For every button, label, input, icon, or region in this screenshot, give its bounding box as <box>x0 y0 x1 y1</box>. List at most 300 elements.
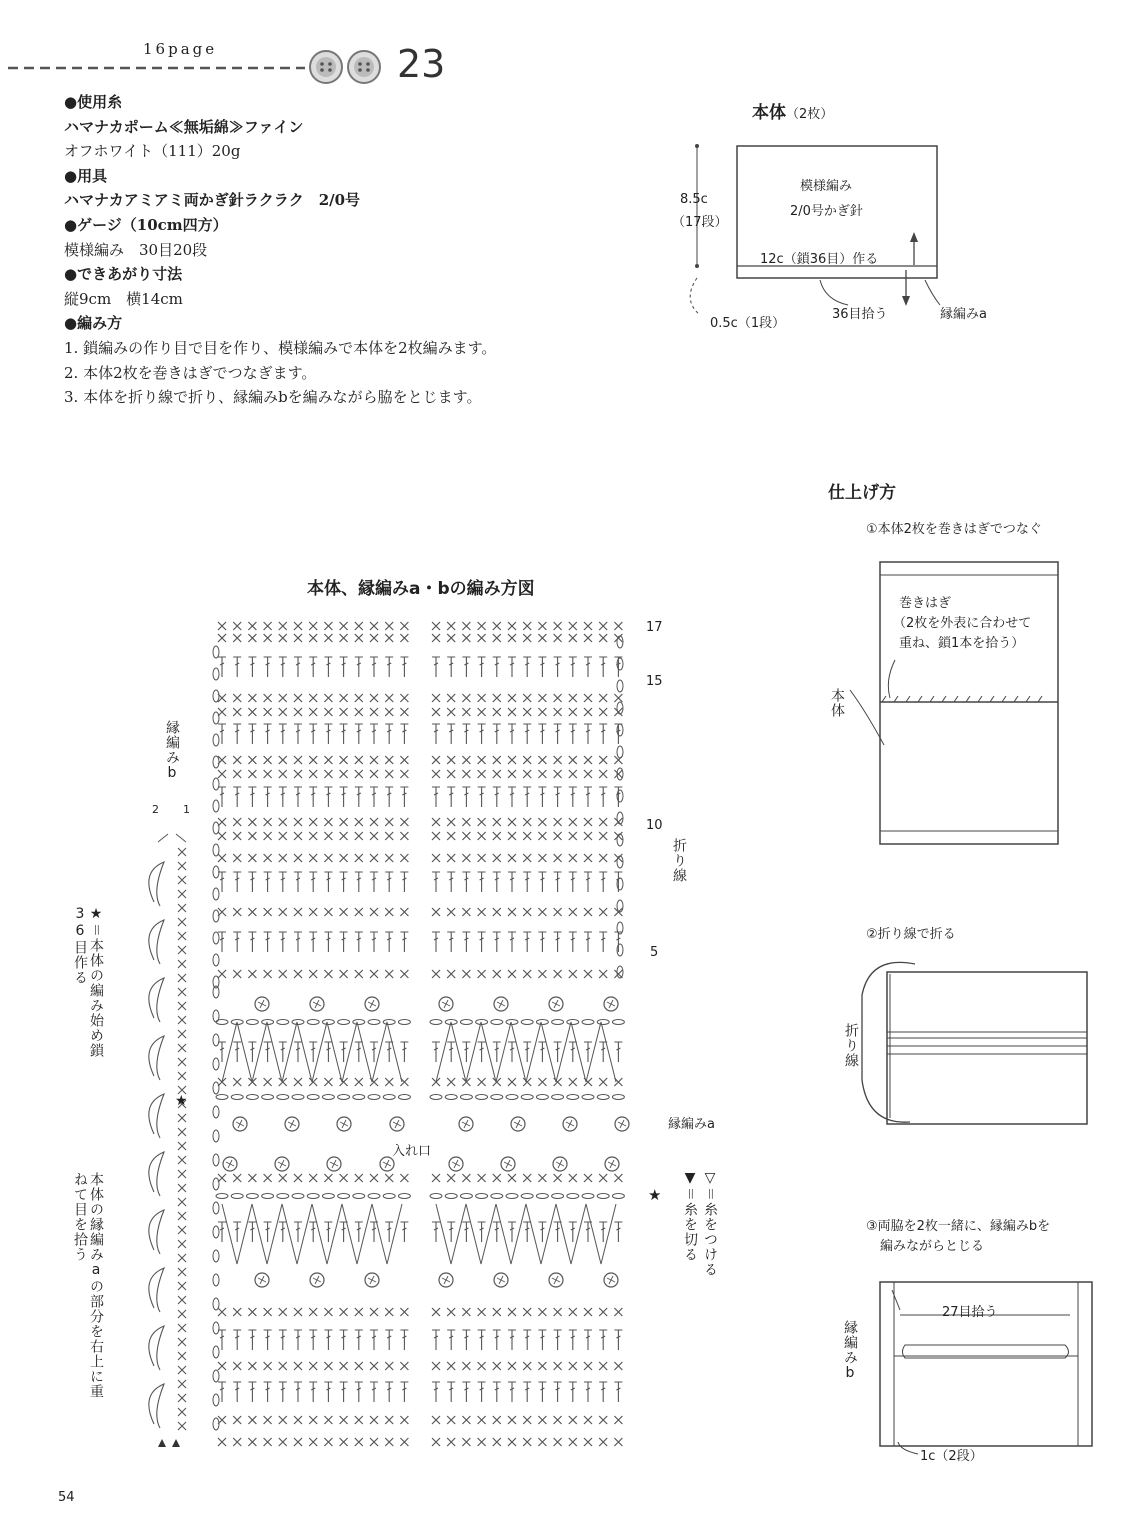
sc-stitch <box>294 1308 302 1316</box>
whipstitch-label: 巻きはぎ <box>899 596 952 611</box>
sc-stitch <box>324 1362 332 1370</box>
sc-stitch <box>462 832 470 840</box>
cut-thread-marker <box>158 1439 180 1447</box>
sc-stitch <box>599 908 607 916</box>
sc-stitch <box>523 1362 531 1370</box>
sc-stitch <box>309 1416 317 1424</box>
sc-stitch <box>462 1416 470 1424</box>
dc-stitch <box>554 932 562 952</box>
sc-stitch <box>248 1438 256 1446</box>
picot-stitch <box>566 1120 574 1128</box>
edging-b-sc <box>178 876 186 884</box>
sc-stitch <box>569 694 577 702</box>
edging-b-sc <box>178 1324 186 1332</box>
edging-b-sc <box>178 1268 186 1276</box>
sc-stitch <box>309 756 317 764</box>
sc-stitch <box>233 1438 241 1446</box>
chain-stitch <box>430 1020 442 1025</box>
sc-stitch <box>385 854 393 862</box>
sc-stitch <box>584 708 592 716</box>
sc-stitch <box>385 832 393 840</box>
dc-stitch <box>233 657 241 677</box>
sc-stitch <box>614 832 622 840</box>
sc-stitch <box>508 1078 516 1086</box>
turning-chain <box>617 746 623 758</box>
dc-stitch <box>508 1330 516 1350</box>
sc-stitch <box>385 970 393 978</box>
chain-stitch <box>552 1194 564 1199</box>
chain-stitch <box>277 1194 289 1199</box>
edging-b-sc <box>178 1184 186 1192</box>
chain-stitch <box>612 1095 624 1100</box>
dc-stitch <box>462 657 470 677</box>
sc-stitch <box>432 1308 440 1316</box>
sc-stitch <box>355 694 363 702</box>
sc-stitch <box>432 1438 440 1446</box>
sc-stitch <box>400 770 408 778</box>
chain-stitch <box>476 1095 488 1100</box>
turning-chain <box>213 1178 219 1190</box>
pattern-number: 23 <box>397 42 446 86</box>
sc-stitch <box>432 832 440 840</box>
sc-stitch <box>493 854 501 862</box>
sc-stitch <box>355 634 363 642</box>
sc-stitch <box>584 1416 592 1424</box>
dc-stitch <box>355 787 363 807</box>
body-edge-height-label: 0.5c（1段） <box>710 316 786 331</box>
sc-stitch <box>478 634 486 642</box>
sc-stitch <box>385 1362 393 1370</box>
dc-stitch <box>279 872 287 892</box>
sc-stitch <box>218 832 226 840</box>
dc-stitch <box>340 787 348 807</box>
sc-stitch <box>370 970 378 978</box>
dc-stitch <box>493 1222 501 1242</box>
sc-stitch <box>218 854 226 862</box>
chain-stitch <box>552 1095 564 1100</box>
dc-stitch <box>340 1382 348 1402</box>
v-stitch <box>342 1022 372 1082</box>
sc-stitch <box>400 694 408 702</box>
sc-stitch <box>248 1174 256 1182</box>
edging-b-sc <box>178 1240 186 1248</box>
sc-stitch <box>523 756 531 764</box>
dc-stitch <box>400 657 408 677</box>
sc-stitch <box>538 1362 546 1370</box>
sc-stitch <box>569 634 577 642</box>
sc-stitch <box>400 756 408 764</box>
chain-stitch <box>398 1020 410 1025</box>
chain-stitch <box>216 1194 228 1199</box>
dc-stitch <box>264 1330 272 1350</box>
sc-stitch <box>248 1362 256 1370</box>
sc-stitch <box>478 1308 486 1316</box>
turning-chain <box>213 712 219 724</box>
v-stitch <box>496 1022 526 1082</box>
turning-chain <box>213 844 219 856</box>
sc-stitch <box>309 1362 317 1370</box>
dc-stitch <box>523 657 531 677</box>
turning-chain <box>213 1058 219 1070</box>
sc-stitch <box>599 1416 607 1424</box>
sc-stitch <box>447 1078 455 1086</box>
sc-stitch <box>554 832 562 840</box>
dc-stitch <box>233 1382 241 1402</box>
v-stitch <box>466 1204 496 1264</box>
sc-stitch <box>554 1308 562 1316</box>
sc-stitch <box>599 818 607 826</box>
dc-stitch <box>248 1382 256 1402</box>
sc-stitch <box>569 1362 577 1370</box>
dc-stitch <box>554 787 562 807</box>
chain-stitch <box>322 1095 334 1100</box>
turning-chain <box>213 932 219 944</box>
sc-stitch <box>447 708 455 716</box>
sc-stitch <box>432 756 440 764</box>
dc-stitch <box>462 1330 470 1350</box>
sc-stitch <box>493 622 501 630</box>
dc-stitch <box>355 1382 363 1402</box>
dc-stitch <box>569 1042 577 1062</box>
dc-stitch <box>599 1042 607 1062</box>
sc-stitch <box>385 1416 393 1424</box>
dc-stitch <box>370 724 378 744</box>
chain-stitch <box>338 1194 350 1199</box>
dc-stitch <box>264 1042 272 1062</box>
sc-stitch <box>294 634 302 642</box>
sc-stitch <box>400 908 408 916</box>
edging-b-sc <box>178 1254 186 1262</box>
sc-stitch <box>340 634 348 642</box>
sc-stitch <box>218 1308 226 1316</box>
sc-stitch <box>538 1416 546 1424</box>
edging-a-label: 縁編みa <box>668 1117 715 1132</box>
v-stitch <box>372 1022 402 1082</box>
sc-stitch <box>432 1362 440 1370</box>
dc-stitch <box>432 724 440 744</box>
dc-stitch <box>538 1042 546 1062</box>
sc-stitch <box>385 908 393 916</box>
sc-stitch <box>324 1078 332 1086</box>
dc-stitch <box>264 1382 272 1402</box>
picot-stitch <box>552 1276 560 1284</box>
sc-stitch <box>584 1174 592 1182</box>
sc-stitch <box>523 694 531 702</box>
sc-stitch <box>324 832 332 840</box>
dc-stitch <box>478 1222 486 1242</box>
picot-stitch <box>313 1000 321 1008</box>
chain-stitch <box>338 1020 350 1025</box>
sc-stitch <box>324 694 332 702</box>
dc-stitch <box>309 1222 317 1242</box>
sc-stitch <box>279 1438 287 1446</box>
sc-stitch <box>355 708 363 716</box>
sc-stitch <box>569 1416 577 1424</box>
finishing-edging-b-label: 縁編みb <box>842 1320 858 1382</box>
sc-stitch <box>508 1362 516 1370</box>
dc-stitch <box>385 1382 393 1402</box>
finishing-body-label: 本体 <box>829 688 845 718</box>
picot-stitch <box>226 1160 234 1168</box>
sc-stitch <box>309 832 317 840</box>
edging-b-sc <box>178 862 186 870</box>
turning-chain <box>213 1106 219 1118</box>
turning-chain <box>213 690 219 702</box>
picot-stitch <box>514 1120 522 1128</box>
sc-stitch <box>233 1416 241 1424</box>
sc-stitch <box>294 622 302 630</box>
sc-stitch <box>554 694 562 702</box>
edging-b-sc <box>178 1030 186 1038</box>
finishing-step-2: ②折り線で折る <box>866 927 956 942</box>
chain-stitch <box>597 1194 609 1199</box>
sc-stitch <box>599 1174 607 1182</box>
sc-stitch <box>370 1308 378 1316</box>
yarn-name: ハマナカポーム≪無垢綿≫ファイン <box>64 117 304 136</box>
chain-stitch <box>445 1194 457 1199</box>
dc-stitch <box>400 787 408 807</box>
sc-stitch <box>264 708 272 716</box>
dc-stitch <box>614 1042 622 1062</box>
v-stitch <box>312 1204 342 1264</box>
sc-stitch <box>294 832 302 840</box>
turning-chain <box>213 1298 219 1310</box>
picot-stitch <box>618 1120 626 1128</box>
edging-b-loop <box>149 1326 164 1370</box>
dc-stitch <box>432 872 440 892</box>
sc-stitch <box>538 832 546 840</box>
sc-stitch <box>447 622 455 630</box>
sc-stitch <box>279 1362 287 1370</box>
sc-stitch <box>279 708 287 716</box>
dc-stitch <box>400 1382 408 1402</box>
dc-stitch <box>324 787 332 807</box>
sc-stitch <box>400 1174 408 1182</box>
sc-stitch <box>569 818 577 826</box>
sc-stitch <box>584 854 592 862</box>
v-stitch <box>252 1022 282 1082</box>
sc-stitch <box>370 634 378 642</box>
v-stitch <box>372 1204 402 1264</box>
sc-stitch <box>400 622 408 630</box>
body-foundation-label: 12c（鎖36目）作る <box>760 252 879 267</box>
dc-stitch <box>554 1382 562 1402</box>
sc-stitch <box>218 1362 226 1370</box>
dc-stitch <box>370 657 378 677</box>
v-stitch <box>526 1204 556 1264</box>
dc-stitch <box>385 932 393 952</box>
dc-stitch <box>523 724 531 744</box>
dc-stitch <box>309 932 317 952</box>
picot-stitch <box>497 1276 505 1284</box>
sc-stitch <box>340 770 348 778</box>
sc-stitch <box>400 1438 408 1446</box>
dc-stitch <box>370 1330 378 1350</box>
dc-stitch <box>370 872 378 892</box>
dc-stitch <box>493 1382 501 1402</box>
chain-stitch <box>231 1194 243 1199</box>
sc-stitch <box>462 756 470 764</box>
edging-b-sc <box>178 988 186 996</box>
sc-stitch <box>584 694 592 702</box>
sc-stitch <box>447 818 455 826</box>
sc-stitch <box>584 818 592 826</box>
dc-stitch <box>614 724 622 744</box>
edging-b-row-2: 2 <box>152 803 159 816</box>
dc-stitch <box>309 872 317 892</box>
sc-stitch <box>614 854 622 862</box>
chain-stitch <box>246 1020 258 1025</box>
dc-stitch <box>493 657 501 677</box>
sc-stitch <box>324 1416 332 1424</box>
sc-stitch <box>218 1078 226 1086</box>
sc-stitch <box>340 756 348 764</box>
dc-stitch <box>340 1222 348 1242</box>
dc-stitch <box>569 724 577 744</box>
sc-stitch <box>462 1308 470 1316</box>
dc-stitch <box>294 1222 302 1242</box>
dc-stitch <box>508 872 516 892</box>
tools-heading: ●用具 <box>64 166 108 185</box>
sc-stitch <box>432 770 440 778</box>
sc-stitch <box>218 708 226 716</box>
chain-stitch <box>612 1020 624 1025</box>
sc-stitch <box>340 708 348 716</box>
picot-stitch <box>556 1160 564 1168</box>
dc-stitch <box>584 787 592 807</box>
dc-stitch <box>432 1330 440 1350</box>
crochet-chart <box>140 612 740 1472</box>
finishing-pickup-label: 27目拾う <box>942 1305 998 1320</box>
dc-stitch <box>538 1222 546 1242</box>
chain-stitch <box>567 1020 579 1025</box>
sc-stitch <box>385 1174 393 1182</box>
dc-stitch <box>324 1382 332 1402</box>
dc-stitch <box>538 1330 546 1350</box>
sc-stitch <box>400 1416 408 1424</box>
dc-stitch <box>324 1222 332 1242</box>
chain-stitch <box>612 1194 624 1199</box>
sc-stitch <box>324 1308 332 1316</box>
edging-b-sc <box>178 1128 186 1136</box>
sc-stitch <box>523 818 531 826</box>
dc-stitch <box>493 932 501 952</box>
dc-stitch <box>523 1042 531 1062</box>
dc-stitch <box>294 872 302 892</box>
sc-stitch <box>233 1174 241 1182</box>
dc-stitch <box>324 1330 332 1350</box>
picot-stitch <box>442 1000 450 1008</box>
sc-stitch <box>355 818 363 826</box>
dc-stitch <box>569 1222 577 1242</box>
sc-stitch <box>324 634 332 642</box>
dc-stitch <box>599 1222 607 1242</box>
v-stitch <box>312 1022 342 1082</box>
sc-stitch <box>385 1308 393 1316</box>
sc-stitch <box>462 1362 470 1370</box>
sc-stitch <box>294 1078 302 1086</box>
sc-stitch <box>554 770 562 778</box>
sc-stitch <box>309 1438 317 1446</box>
sc-stitch <box>248 970 256 978</box>
edging-b-loop <box>149 1210 164 1254</box>
button-icon <box>304 47 394 87</box>
sc-stitch <box>355 1438 363 1446</box>
chain-stitch <box>353 1194 365 1199</box>
edging-b-loop <box>149 978 164 1022</box>
row-label-10: 10 <box>646 818 663 833</box>
sc-stitch <box>309 634 317 642</box>
sc-stitch <box>569 832 577 840</box>
sc-stitch <box>523 908 531 916</box>
sc-stitch <box>385 634 393 642</box>
sc-stitch <box>508 1438 516 1446</box>
v-stitch <box>556 1022 586 1082</box>
sc-stitch <box>493 770 501 778</box>
dc-stitch <box>218 932 226 952</box>
sc-stitch <box>355 770 363 778</box>
chain-stitch <box>460 1194 472 1199</box>
sc-stitch <box>340 832 348 840</box>
edging-b-loop <box>149 1268 164 1312</box>
sc-stitch <box>233 770 241 778</box>
chain-stitch <box>430 1194 442 1199</box>
sc-stitch <box>462 1174 470 1182</box>
sc-stitch <box>340 854 348 862</box>
picot-stitch <box>236 1120 244 1128</box>
finishing-step-1: ①本体2枚を巻きはぎでつなぐ <box>866 522 1042 537</box>
sc-stitch <box>478 1362 486 1370</box>
chain-stitch <box>552 1020 564 1025</box>
sc-stitch <box>478 970 486 978</box>
dc-stitch <box>538 787 546 807</box>
sc-stitch <box>599 708 607 716</box>
dc-stitch <box>385 724 393 744</box>
sc-stitch <box>400 854 408 862</box>
sc-stitch <box>218 622 226 630</box>
dc-stitch <box>614 657 622 677</box>
v-stitch <box>586 1022 616 1082</box>
sc-stitch <box>538 1078 546 1086</box>
sc-stitch <box>385 756 393 764</box>
sc-stitch <box>538 854 546 862</box>
dc-stitch <box>599 724 607 744</box>
sc-stitch <box>493 970 501 978</box>
chain-stitch <box>262 1095 274 1100</box>
chart-title: 本体、縁編みa・bの編み方図 <box>307 579 535 599</box>
dc-stitch <box>233 724 241 744</box>
sc-stitch <box>447 756 455 764</box>
dc-stitch <box>309 724 317 744</box>
chain-stitch <box>353 1095 365 1100</box>
sc-stitch <box>508 818 516 826</box>
turning-chain <box>213 822 219 834</box>
finishing-width-label: 1c（2段） <box>920 1449 983 1464</box>
edging-b-sc <box>178 1198 186 1206</box>
dc-stitch <box>538 1382 546 1402</box>
sc-stitch <box>493 832 501 840</box>
dc-stitch <box>279 724 287 744</box>
dc-stitch <box>478 1330 486 1350</box>
page-number: 54 <box>58 1490 75 1505</box>
dc-stitch <box>462 1382 470 1402</box>
step-1: 1. 鎖編みの作り目で目を作り、模様編みで本体を2枚編みます。 <box>64 338 497 357</box>
sc-stitch <box>493 1438 501 1446</box>
dc-stitch <box>584 1382 592 1402</box>
sc-stitch <box>478 854 486 862</box>
dc-stitch <box>538 724 546 744</box>
dc-stitch <box>554 657 562 677</box>
